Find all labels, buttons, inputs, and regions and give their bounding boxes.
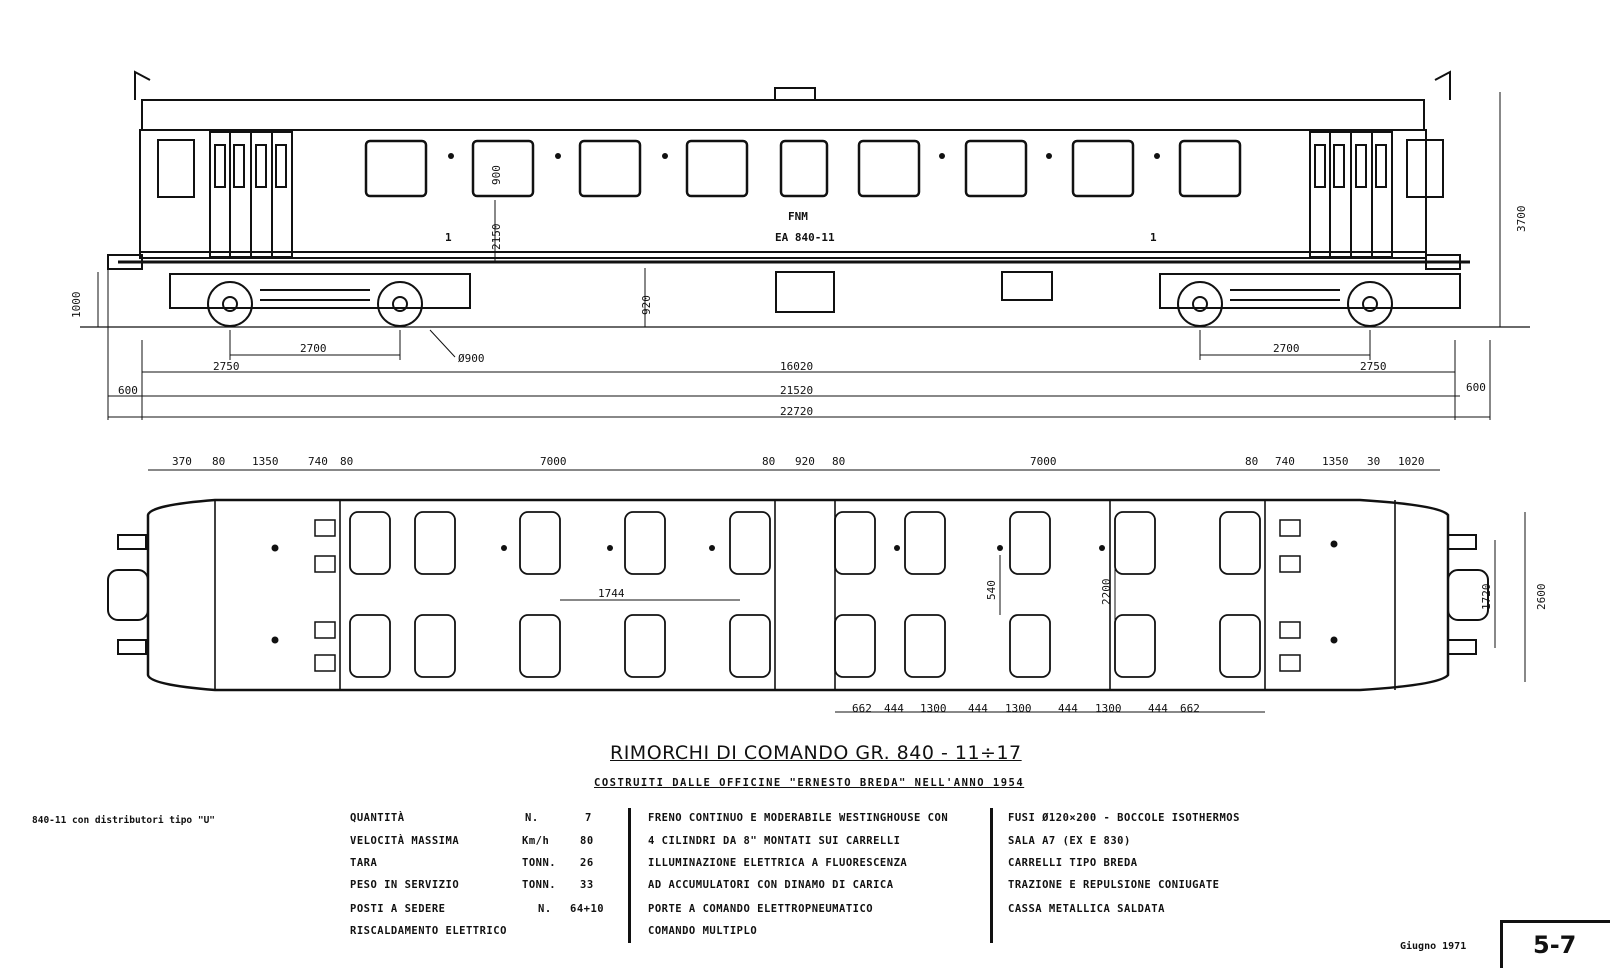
seat — [1115, 615, 1155, 677]
running-gear-line: TRAZIONE E REPULSIONE CONIUGATE — [1008, 879, 1220, 891]
spec-value: 33 — [580, 879, 594, 891]
spec-value: 7 — [585, 812, 592, 824]
plan-lamps — [272, 541, 1338, 644]
page-number: 5-7 — [1500, 920, 1610, 968]
plan-top-dim: 740 — [1275, 455, 1295, 468]
dim-body-length: 21520 — [780, 384, 814, 397]
roof — [142, 100, 1424, 130]
dim-aisle: 540 — [985, 580, 998, 600]
end-fittings — [135, 72, 1450, 100]
dim-end-width: 1720 — [1480, 583, 1493, 610]
running-gear-line: CASSA METALLICA SALDATA — [1008, 903, 1165, 915]
plan-top-dim: 80 — [212, 455, 226, 468]
underframe-box — [776, 272, 834, 312]
spec-unit: TONN. — [522, 857, 557, 869]
door-right — [1310, 132, 1392, 257]
dim-height: 3700 — [1515, 205, 1528, 232]
dim-wheelbase-left: 2700 — [300, 342, 327, 355]
dim-window-height: 900 — [490, 165, 503, 185]
plan-bottom-dim: 1300 — [1095, 702, 1122, 715]
seat — [625, 615, 665, 677]
plan-bottom-dim: 444 — [1148, 702, 1168, 715]
spec-label: TARA — [350, 857, 378, 869]
plan-bottom-dim: 444 — [968, 702, 988, 715]
dim-length-over-buffers: 22720 — [780, 405, 814, 418]
seat — [350, 615, 390, 677]
equipment-line: AD ACCUMULATORI CON DINAMO DI CARICA — [648, 879, 894, 891]
class-marking-right: 1 — [1150, 231, 1157, 244]
dim-buffer-left: 600 — [118, 384, 138, 397]
spec-unit: Km/h — [522, 835, 550, 847]
column-divider — [990, 808, 993, 943]
door-left — [210, 132, 292, 257]
equipment-line: ILLUMINAZIONE ELETTRICA A FLUORESCENZA — [648, 857, 908, 869]
plan-top-dim: 80 — [832, 455, 846, 468]
spec-unit: N. — [525, 812, 539, 824]
seat — [625, 512, 665, 574]
plan-top-dim: 920 — [795, 455, 815, 468]
seat — [520, 512, 560, 574]
dim-bogie-height: 1000 — [70, 291, 83, 318]
plan-top-dimensions — [172, 455, 1425, 468]
seat — [1115, 512, 1155, 574]
seat — [730, 615, 770, 677]
plan-bottom-dim: 1300 — [920, 702, 947, 715]
plan-outline — [148, 500, 1448, 690]
dim-inner-width: 2200 — [1100, 578, 1113, 605]
dim-overhang-left: 2750 — [213, 360, 240, 373]
plan-view — [108, 470, 1525, 712]
equipment-line: COMANDO MULTIPLO — [648, 925, 758, 937]
seat — [905, 615, 945, 677]
drawing-title: RIMORCHI DI COMANDO GR. 840 - 11÷17 — [610, 742, 1022, 764]
spec-label: VELOCITÀ MASSIMA — [350, 835, 460, 847]
owner-marking: FNM — [788, 210, 808, 223]
drawing-date: Giugno 1971 — [1400, 941, 1467, 952]
spec-value: 26 — [580, 857, 594, 869]
plan-top-dim: 1350 — [252, 455, 279, 468]
spec-label: QUANTITÀ — [350, 812, 405, 824]
running-gear-line: FUSI Ø120×200 - BOCCOLE ISOTHERMOS — [1008, 812, 1240, 824]
plan-top-dim: 7000 — [540, 455, 567, 468]
spec-value: 80 — [580, 835, 594, 847]
running-gear-line: CARRELLI TIPO BREDA — [1008, 857, 1138, 869]
seat — [835, 512, 875, 574]
seat — [1010, 615, 1050, 677]
dim-buffer-height: 920 — [640, 295, 653, 315]
column-divider — [628, 808, 631, 943]
spec-label: RISCALDAMENTO ELETTRICO — [350, 925, 507, 937]
cab-window-left — [158, 140, 194, 197]
dim-wheel: Ø900 — [458, 352, 485, 365]
bogie-right — [1160, 274, 1460, 326]
dim-seat-pitch: 1744 — [598, 587, 625, 600]
spec-unit: N. — [538, 903, 552, 915]
class-marking-left: 1 — [445, 231, 452, 244]
dim-body-width: 2600 — [1535, 583, 1548, 610]
spec-label: PESO IN SERVIZIO — [350, 879, 460, 891]
plan-bottom-dimensions — [852, 702, 1200, 715]
plan-top-dim: 80 — [1245, 455, 1259, 468]
spec-unit: TONN. — [522, 879, 557, 891]
drawing-subtitle: COSTRUITI DALLE OFFICINE "ERNESTO BREDA" NELL'ANNO 1954 — [594, 777, 1025, 789]
seat — [730, 512, 770, 574]
car-number-marking: EA 840-11 — [775, 231, 835, 244]
plan-bottom-dim: 662 — [852, 702, 872, 715]
plan-bottom-dim: 1300 — [1005, 702, 1032, 715]
plan-bottom-dim: 662 — [1180, 702, 1200, 715]
spec-value: 64+10 — [570, 903, 605, 915]
dim-wheelbase-right: 2700 — [1273, 342, 1300, 355]
seat — [350, 512, 390, 574]
equipment-line: PORTE A COMANDO ELETTROPNEUMATICO — [648, 903, 874, 915]
plan-bottom-dim: 444 — [884, 702, 904, 715]
roof-vent — [775, 88, 815, 100]
equipment-line: 4 CILINDRI DA 8" MONTATI SUI CARRELLI — [648, 835, 901, 847]
seat — [1010, 512, 1050, 574]
plan-top-dim: 80 — [340, 455, 354, 468]
dim-overhang-right: 2750 — [1360, 360, 1387, 373]
equipment-line: FRENO CONTINUO E MODERABILE WESTINGHOUSE CON — [648, 812, 949, 824]
plan-top-dim: 740 — [308, 455, 328, 468]
seat — [520, 615, 560, 677]
seat — [1220, 615, 1260, 677]
dim-buffer-right: 600 — [1466, 381, 1486, 394]
distributor-note: 840-11 con distributori tipo "U" — [32, 815, 216, 826]
plan-bottom-dim: 444 — [1058, 702, 1078, 715]
plan-top-dim: 30 — [1367, 455, 1381, 468]
bogie-left — [170, 274, 470, 326]
coupler-left — [108, 535, 148, 654]
seat — [905, 512, 945, 574]
spec-label: POSTI A SEDERE — [350, 903, 446, 915]
seat — [415, 615, 455, 677]
plan-top-dim: 7000 — [1030, 455, 1057, 468]
plan-top-dim: 370 — [172, 455, 192, 468]
dim-bogie-centres: 16020 — [780, 360, 814, 373]
seat — [835, 615, 875, 677]
dim-floor-height: 2150 — [490, 223, 503, 250]
window-lamps — [448, 153, 1160, 159]
battery-box — [1002, 272, 1052, 300]
plan-top-dim: 80 — [762, 455, 776, 468]
plan-top-dim: 1350 — [1322, 455, 1349, 468]
plan-top-dim: 1020 — [1398, 455, 1425, 468]
running-gear-line: SALA A7 (EX E 830) — [1008, 835, 1131, 847]
seat — [1220, 512, 1260, 574]
seat — [415, 512, 455, 574]
